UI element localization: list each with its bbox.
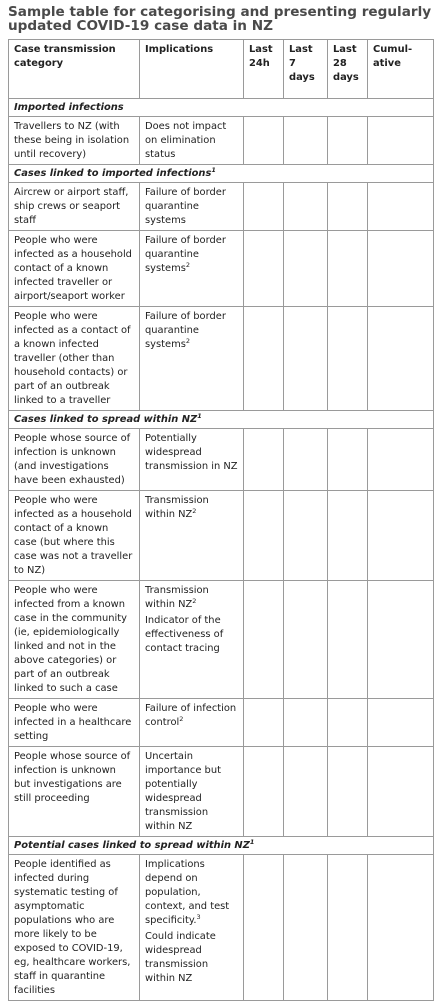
section-row bbox=[9, 165, 434, 183]
implication-text bbox=[145, 494, 238, 522]
last-7-days-cell bbox=[284, 429, 328, 491]
last-28-days-cell bbox=[328, 491, 368, 581]
footnote-marker: 2 bbox=[185, 337, 190, 345]
last-24h-cell bbox=[244, 581, 284, 699]
table-row bbox=[9, 183, 434, 231]
category-cell: People who were infected in a healthcare setting bbox=[9, 699, 140, 747]
implication-text bbox=[145, 120, 238, 162]
implication-text bbox=[145, 614, 238, 656]
implication-line: Failure of border quarantine systems bbox=[145, 311, 226, 350]
implication-text bbox=[145, 186, 238, 228]
category-cell: People who were infected as a contact of a known infected traveller (other than household contacts) or part of an outbreak linked to a traveller bbox=[9, 307, 140, 411]
implication-text bbox=[145, 310, 238, 352]
implication-text bbox=[145, 702, 238, 730]
cumulative-cell bbox=[368, 747, 434, 837]
cumulative-cell bbox=[368, 491, 434, 581]
last-24h-cell bbox=[244, 747, 284, 837]
implications-cell bbox=[140, 429, 244, 491]
footnote-marker: 3 bbox=[196, 913, 201, 921]
last-28-days-cell bbox=[328, 855, 368, 1001]
category-cell: People who were infected from a known case in the community (ie, epidemiologically linked and not in the above categories) or part of an outbreak linked to such a case bbox=[9, 581, 140, 699]
last-24h-cell bbox=[244, 429, 284, 491]
section-row bbox=[9, 411, 434, 429]
implications-cell bbox=[140, 307, 244, 411]
cumulative-cell bbox=[368, 307, 434, 411]
implications-cell bbox=[140, 855, 244, 1001]
cumulative-cell bbox=[368, 429, 434, 491]
implications-cell bbox=[140, 183, 244, 231]
section-label-text: Imported infections bbox=[14, 102, 124, 113]
last-28-days-cell bbox=[328, 307, 368, 411]
last-7-days-cell bbox=[284, 581, 328, 699]
cumulative-cell bbox=[368, 183, 434, 231]
implications-cell bbox=[140, 117, 244, 165]
section-label bbox=[9, 99, 434, 117]
implications-cell bbox=[140, 581, 244, 699]
implications-cell bbox=[140, 699, 244, 747]
implication-text bbox=[145, 858, 238, 928]
header-row bbox=[9, 40, 434, 99]
last-28-days-cell bbox=[328, 699, 368, 747]
footnote-marker: 1 bbox=[211, 166, 216, 174]
implication-line: Implications depend on population, context, and test specificity. bbox=[145, 859, 230, 926]
last-24h-cell bbox=[244, 699, 284, 747]
case-data-table bbox=[8, 39, 434, 1001]
last-24h-cell bbox=[244, 183, 284, 231]
section-label bbox=[9, 411, 434, 429]
last-7-days-cell bbox=[284, 699, 328, 747]
header-last-24h: Last 24h bbox=[244, 40, 284, 99]
document-title: Sample table for categorising and presenting regularly updated COVID-19 case data in NZ bbox=[8, 4, 432, 34]
last-24h-cell bbox=[244, 231, 284, 307]
table-row bbox=[9, 491, 434, 581]
implication-line: Failure of infection control bbox=[145, 703, 237, 728]
implication-line: Transmission within NZ bbox=[145, 585, 209, 610]
last-7-days-cell bbox=[284, 747, 328, 837]
section-row bbox=[9, 837, 434, 855]
footnote-marker: 2 bbox=[185, 261, 190, 269]
implication-line: Does not impact on elimination status bbox=[145, 121, 227, 160]
table-body bbox=[9, 99, 434, 1001]
last-24h-cell bbox=[244, 855, 284, 1001]
footnote-marker: 1 bbox=[249, 838, 255, 846]
header-cumulative: Cumul-ative bbox=[368, 40, 434, 99]
last-28-days-cell bbox=[328, 183, 368, 231]
last-28-days-cell bbox=[328, 429, 368, 491]
cumulative-cell bbox=[368, 581, 434, 699]
last-7-days-cell bbox=[284, 183, 328, 231]
last-28-days-cell bbox=[328, 231, 368, 307]
footnote-marker: 2 bbox=[192, 597, 197, 605]
last-7-days-cell bbox=[284, 231, 328, 307]
implication-line: Transmission within NZ bbox=[145, 495, 209, 520]
last-28-days-cell bbox=[328, 117, 368, 165]
table-row bbox=[9, 747, 434, 837]
table-row bbox=[9, 855, 434, 1001]
category-cell: People who were infected as a household contact of a known case (but where this case was not a traveller to NZ) bbox=[9, 491, 140, 581]
implication-line: Could indicate widespread transmission within NZ bbox=[145, 931, 216, 984]
header-implications: Implications bbox=[140, 40, 244, 99]
category-cell: People who were infected as a household contact of a known infected traveller or airport/seaport worker bbox=[9, 231, 140, 307]
table-row bbox=[9, 117, 434, 165]
table-row bbox=[9, 581, 434, 699]
footnote-marker: 1 bbox=[197, 412, 202, 420]
section-row bbox=[9, 99, 434, 117]
category-cell: People whose source of infection is unknown but investigations are still proceeding bbox=[9, 747, 140, 837]
implication-text bbox=[145, 930, 238, 986]
last-7-days-cell bbox=[284, 855, 328, 1001]
cumulative-cell bbox=[368, 117, 434, 165]
last-7-days-cell bbox=[284, 307, 328, 411]
last-24h-cell bbox=[244, 307, 284, 411]
section-label-text: Potential cases linked to spread within NZ bbox=[14, 840, 250, 851]
implication-line: Potentially widespread transmission in NZ bbox=[145, 433, 238, 472]
implication-text bbox=[145, 432, 238, 474]
category-cell: People whose source of infection is unknown (and investigations have been exhausted) bbox=[9, 429, 140, 491]
table-row bbox=[9, 307, 434, 411]
header-last-7-days: Last 7 days bbox=[284, 40, 328, 99]
last-7-days-cell bbox=[284, 491, 328, 581]
implication-line: Uncertain importance but potentially widespread transmission within NZ bbox=[145, 751, 221, 832]
section-label-text: Cases linked to spread within NZ bbox=[14, 414, 198, 425]
implications-cell bbox=[140, 747, 244, 837]
header-category: Case transmission category bbox=[9, 40, 140, 99]
cumulative-cell bbox=[368, 855, 434, 1001]
implication-line: Failure of border quarantine systems bbox=[145, 187, 226, 226]
cumulative-cell bbox=[368, 231, 434, 307]
section-label bbox=[9, 165, 434, 183]
last-28-days-cell bbox=[328, 747, 368, 837]
section-label bbox=[9, 837, 434, 855]
last-7-days-cell bbox=[284, 117, 328, 165]
table-row bbox=[9, 231, 434, 307]
table-row bbox=[9, 429, 434, 491]
implication-text bbox=[145, 750, 238, 834]
category-cell: People identified as infected during systematic testing of asymptomatic populations who are more likely to be exposed to COVID-19, eg, healthcare workers, staff in quarantine facilities bbox=[9, 855, 140, 1001]
cumulative-cell bbox=[368, 699, 434, 747]
last-24h-cell bbox=[244, 117, 284, 165]
implication-text bbox=[145, 234, 238, 276]
footnote-marker: 2 bbox=[179, 715, 184, 723]
implication-text bbox=[145, 584, 238, 612]
section-label-text: Cases linked to imported infections bbox=[14, 168, 212, 179]
category-cell: Travellers to NZ (with these being in isolation until recovery) bbox=[9, 117, 140, 165]
table-row bbox=[9, 699, 434, 747]
implication-line: Indicator of the effectiveness of contact tracing bbox=[145, 615, 224, 654]
implication-line: Failure of border quarantine systems bbox=[145, 235, 226, 274]
category-cell: Aircrew or airport staff, ship crews or seaport staff bbox=[9, 183, 140, 231]
last-24h-cell bbox=[244, 491, 284, 581]
implications-cell bbox=[140, 231, 244, 307]
implications-cell bbox=[140, 491, 244, 581]
last-28-days-cell bbox=[328, 581, 368, 699]
header-last-28-days: Last 28 days bbox=[328, 40, 368, 99]
footnote-marker: 2 bbox=[192, 507, 197, 515]
